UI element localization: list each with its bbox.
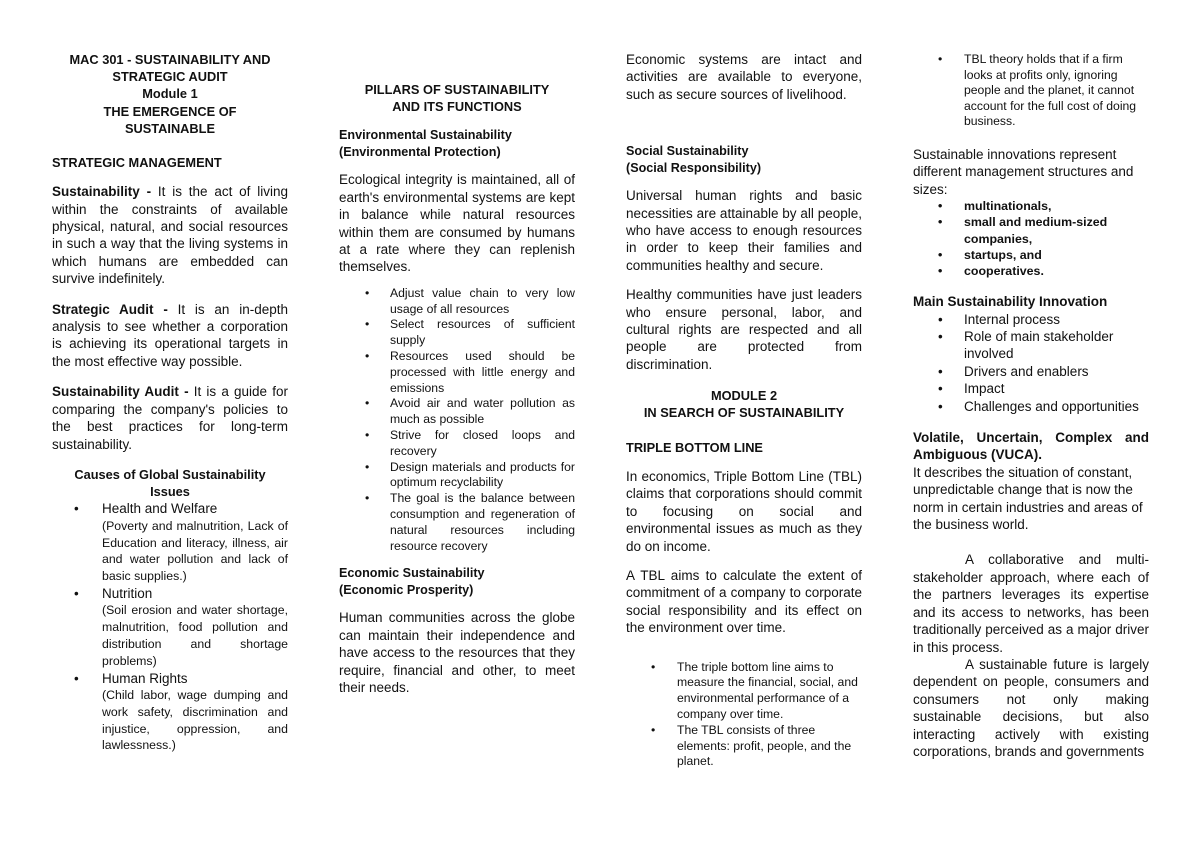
cause-label: Nutrition	[102, 585, 153, 601]
cause-label: Human Rights	[102, 670, 188, 686]
definition-text: It is an in-depth analysis to see whether a corporation is achieving its operational targets in the most effective way possible.	[52, 301, 288, 369]
column-2	[339, 0, 575, 696]
list-item	[52, 500, 288, 585]
section-title: Environmental Sustainability	[339, 128, 512, 143]
social-heading	[626, 143, 862, 177]
title-line: STRATEGIC AUDIT	[112, 69, 228, 85]
section-subtitle: (Social Responsibility)	[626, 161, 762, 176]
term: Strategic Audit -	[52, 301, 168, 317]
cause-detail: (Soil erosion and water shortage, malnutrition, food pollution and distribution and shortage problems)	[102, 603, 288, 668]
module-2-heading	[626, 387, 862, 421]
definition-strategic-audit	[52, 301, 288, 371]
list-item: • The triple bottom line aims to measure the financial, social, and environmental performance of a company over time.	[626, 660, 862, 723]
pillars-heading	[339, 81, 575, 115]
title-line: SUSTAINABLE	[124, 120, 216, 136]
economic-continued-text: Economic systems are intact and activities are available to everyone, such as secure sources of livelihood.	[626, 52, 862, 102]
list-item	[52, 670, 288, 755]
section-title: Economic Sustainability	[339, 566, 485, 581]
social-paragraph: Healthy communities have just leaders who ensure personal, labor, and cultural rights are respected and all people are protected from discrimination.	[626, 287, 862, 372]
innovations-list	[913, 198, 1149, 279]
list-item: • Resources used should be processed with little energy and emissions	[339, 349, 575, 396]
heading-line: AND ITS FUNCTIONS	[392, 99, 522, 115]
tbl-paragraph: A TBL aims to calculate the extent of commitment of a company to corporate social responsibility and its effect on the environment over time.	[626, 567, 862, 636]
list-item: • Adjust value chain to very low usage of all resources	[339, 286, 575, 318]
document-title	[52, 51, 288, 137]
definition-text: It is the act of living within the constraints of available physical, natural, and social resources in such a way that the living systems in which humans are embedded can survive indefinitely.	[52, 184, 288, 287]
tbl-list	[626, 660, 862, 771]
list-item: • multinationals,	[913, 198, 1149, 214]
title-line: THE EMERGENCE OF	[103, 103, 237, 119]
definition-sustainability	[52, 183, 288, 287]
heading-line: IN SEARCH OF SUSTAINABILITY	[643, 405, 845, 421]
column-1	[52, 0, 288, 754]
column-3	[626, 0, 862, 770]
term: Sustainability -	[52, 184, 152, 200]
strategic-management-heading: STRATEGIC MANAGEMENT	[52, 155, 222, 171]
term: Sustainability Audit -	[52, 384, 189, 400]
sustainable-future-paragraph: A sustainable future is largely dependent on people, consumers and consumers not only making sustainable decisions, but also interacting actively with existing corporations, brands and governments	[913, 656, 1149, 759]
cause-label: Health and Welfare	[102, 501, 218, 517]
list-item: • The goal is the balance between consumption and regeneration of natural resources including resource recovery	[339, 491, 575, 554]
innovations-text: Sustainable innovations represent different management structures and sizes:	[913, 146, 1134, 197]
list-item: • startups, and	[913, 247, 1149, 263]
title-line: Module 1	[142, 86, 198, 102]
list-item	[52, 585, 288, 670]
section-title: Social Sustainability	[626, 144, 749, 159]
title-line: MAC 301 - SUSTAINABILITY AND	[69, 52, 271, 67]
heading-line: PILLARS OF SUSTAINABILITY	[364, 82, 550, 97]
list-item: • Select resources of sufficient supply	[339, 317, 575, 349]
economic-heading	[339, 565, 575, 599]
causes-heading: Causes of Global Sustainability Issues	[74, 466, 266, 500]
vuca-heading: Volatile, Uncertain, Complex and Ambiguous (VUCA).	[913, 430, 1149, 463]
definition-sustainability-audit	[52, 383, 288, 453]
list-item: • cooperatives.	[913, 263, 1149, 279]
vuca-text: It describes the situation of constant, unpredictable change that is now the norm in certain industries and areas of the business world.	[913, 464, 1143, 533]
list-item: • Challenges and opportunities	[913, 398, 1149, 415]
list-item: • The TBL consists of three elements: profit, people, and the planet.	[626, 723, 862, 770]
economic-text: Human communities across the globe can maintain their independence and have access to the resources that they require, financial and other, to meet their needs.	[339, 610, 575, 696]
cause-detail: (Child labor, wage dumping and work safety, discrimination and injustice, oppression, and lawlessness.)	[102, 687, 288, 753]
main-innovation-heading: Main Sustainability Innovation	[913, 294, 1108, 310]
list-item: • Design materials and products for optimum recyclability	[339, 460, 575, 492]
definition-text: It is a guide for comparing the company's policies to the best practices for long-term sustainability.	[52, 384, 288, 452]
list-item: • Impact	[913, 380, 1149, 397]
section-subtitle: (Economic Prosperity)	[339, 583, 474, 598]
heading-line: MODULE 2	[710, 388, 778, 404]
list-item: • TBL theory holds that if a firm looks at profits only, ignoring people and the planet, it cannot account for the full cost of doing business.	[913, 52, 1149, 130]
environmental-text: Ecological integrity is maintained, all of earth's environmental systems are kept in balance while natural resources within them are consumed by humans at a rate where they can replenish themselves.	[339, 172, 575, 275]
list-item: • Role of main stakeholder involved	[913, 328, 1149, 363]
tbl-list-continued	[913, 52, 1149, 130]
column-4	[913, 0, 1149, 760]
list-item: • Avoid air and water pollution as much as possible	[339, 396, 575, 428]
list-item: • Strive for closed loops and recovery	[339, 428, 575, 460]
main-innovation-list	[913, 311, 1149, 415]
tbl-paragraph: In economics, Triple Bottom Line (TBL) claims that corporations should commit to focusing on social and environmental issues as much as they do on income.	[626, 468, 862, 554]
tbl-heading: TRIPLE BOTTOM LINE	[626, 439, 763, 455]
collaboration-paragraph: A collaborative and multi-stakeholder approach, where each of the partners leverages its expertise and its access to networks, has been traditionally perceived as a major driver in this process.	[913, 552, 1149, 655]
list-item: • Internal process	[913, 311, 1149, 328]
cause-detail: (Poverty and malnutrition, Lack of Education and literacy, illness, air and water pollution and lack of basic supplies.)	[102, 518, 288, 584]
list-item: • Drivers and enablers	[913, 363, 1149, 380]
social-paragraph: Universal human rights and basic necessities are attainable by all people, who have access to enough resources in order to keep their families and communities healthy and secure.	[626, 188, 862, 273]
list-item: • small and medium-sized companies,	[913, 214, 1149, 246]
environmental-list	[339, 286, 575, 555]
section-subtitle: (Environmental Protection)	[339, 145, 501, 160]
causes-list	[52, 500, 288, 754]
environmental-heading	[339, 127, 575, 161]
